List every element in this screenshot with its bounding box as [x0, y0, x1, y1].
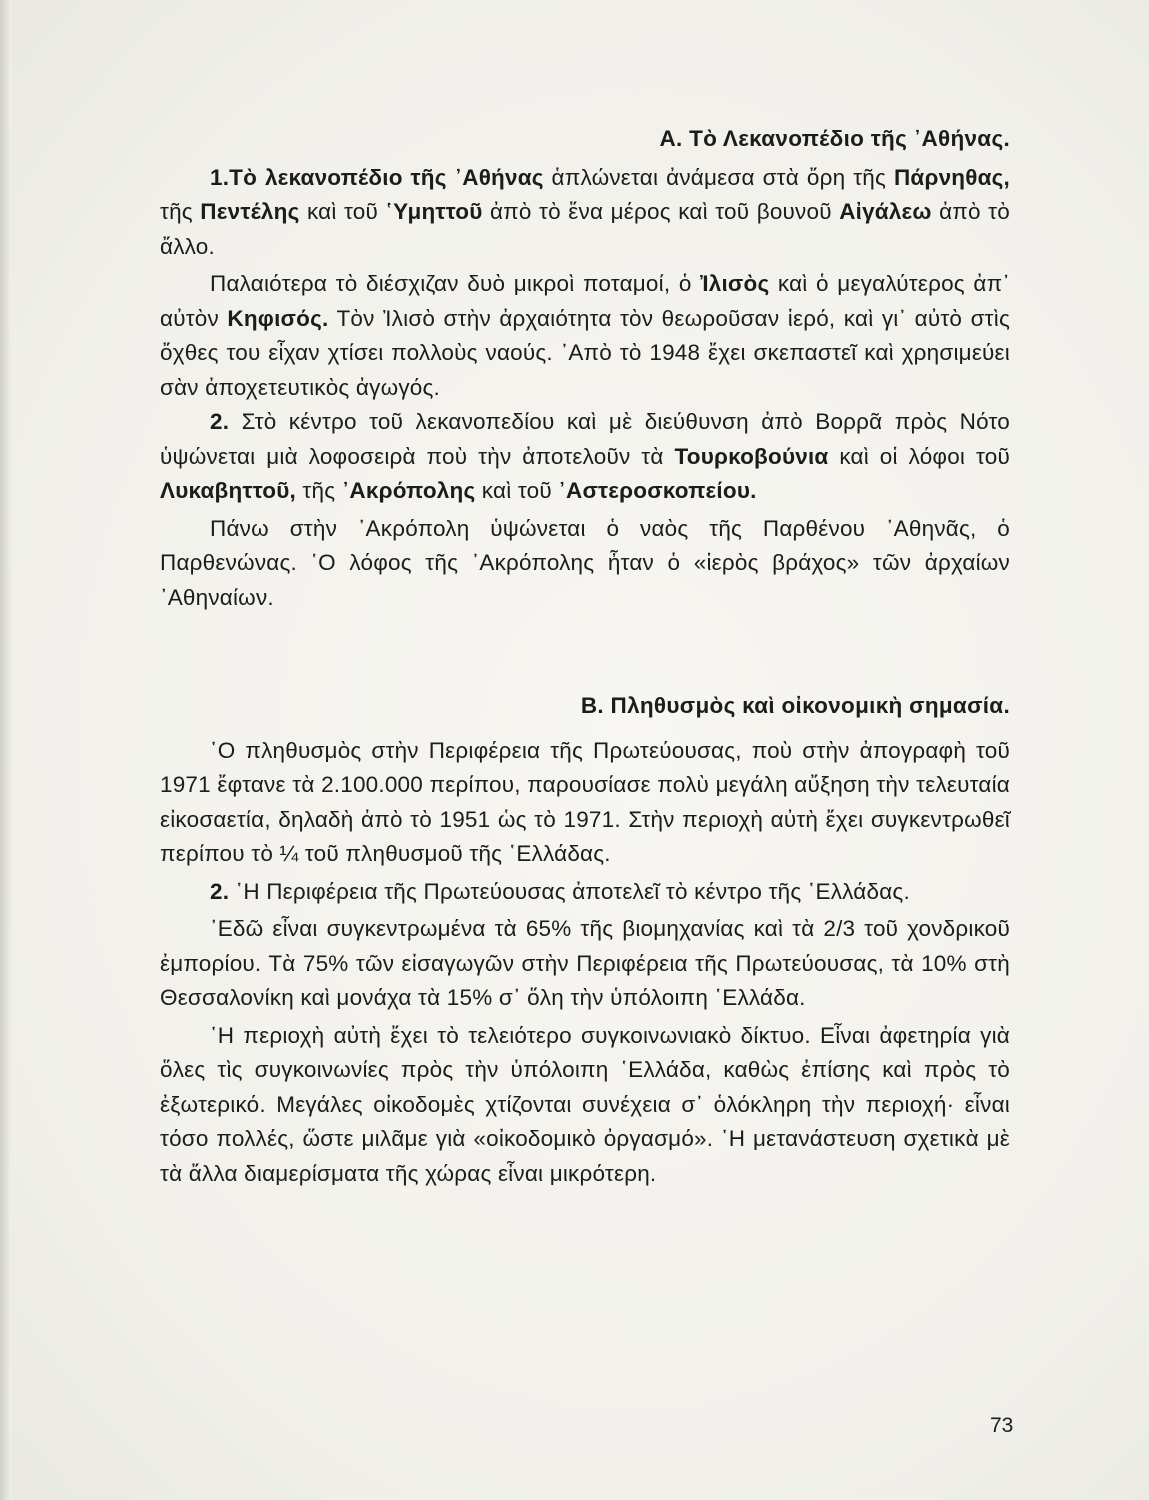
section-a-paragraph-2: [160, 267, 1010, 405]
term-ymittos: ῾Υμηττοῦ: [385, 199, 483, 224]
text: Τὸν Ἰλισὸ στὴν ἀρχαιότητα τὸν θεωροῦσαν ἱερό, καὶ γι᾿ αὐτὸ στὶς ὄχθες του εἶχαν χτίσει πολλοὺς ναούς. ᾿Απὸ τὸ 1948 ἔχει σκεπαστεῖ καὶ χρησιμεύει σὰν ἀποχετευτικὸς ἀγωγός.: [160, 305, 1010, 400]
page-binding-edge: [0, 0, 12, 1500]
section-b-paragraph-3: ᾿Εδῶ εἶναι συγκεντρωμένα τὰ 65% τῆς βιομηχανίας καὶ τὰ 2/3 τοῦ χονδρικοῦ ἐμπορίου. Τὰ 75% τῶν εἰσαγωγῶν στὴν Περιφέρεια τῆς Πρωτεύουσας, τὰ 10% στὴ Θεσσαλονίκη καὶ μονάχα τὰ 15% σ᾿ ὅλη τὴν ὑπόλοιπη ῾Ελλάδα.: [160, 916, 1010, 1010]
term-akropoli: ᾿Ακρόπολης: [341, 478, 476, 503]
page-content: [160, 122, 1010, 1191]
term-penteli: Πεντέλης: [200, 199, 300, 224]
section-b-heading: Β. Πληθυσμὸς καὶ οἰκονομικὴ σημασία.: [580, 693, 1010, 718]
text: ἀπὸ τὸ ἄλλο.: [160, 199, 1010, 259]
text: τῆς: [160, 199, 201, 224]
text: τῆς: [295, 478, 342, 503]
text: καὶ τοῦ: [299, 199, 386, 224]
text: ἀπὸ τὸ ἕνα μέρος καὶ τοῦ βουνοῦ: [482, 199, 840, 224]
text: ῾Η Περιφέρεια τῆς Πρωτεύουσας ἀποτελεῖ τὸ κέντρο τῆς ῾Ελλάδας.: [229, 878, 910, 904]
text: Στὸ κέντρο τοῦ λεκανοπεδίου καὶ μὲ διεύθυνση ἀπὸ Βορρᾶ πρὸς Νότο ὑψώνεται μιὰ λοφοσειρὰ ποὺ τὴν ἀποτελοῦν τὰ: [160, 409, 1010, 469]
section-a-paragraph-1: [160, 161, 1010, 265]
section-b-paragraph-2: [160, 875, 1010, 910]
section-a-paragraph-4: Πάνω στὴν ᾿Ακρόπολη ὑψώνεται ὁ ναὸς τῆς Παρθένου ᾿Αθηνᾶς, ὁ Παρθενώνας. ῾Ο λόφος τῆς ᾿Ακρόπολης ἦταν ὁ «ἱερὸς βράχος» τῶν ἀρχαίων ᾿Αθηναίων.: [160, 515, 1010, 610]
section-a-paragraph-3: [160, 405, 1010, 509]
term-lekanopedio: Τὸ λεκανοπέδιο τῆς ᾿Αθήνας: [229, 164, 544, 190]
section-b-paragraph-1: ῾Ο πληθυσμὸς στὴν Περιφέρεια τῆς Πρωτεύουσας, ποὺ στὴν ἀπογραφὴ τοῦ 1971 ἔφτανε τὰ 2.100.000 περίπου, παρουσίασε πολὺ μεγάλη αὔξηση τὴν τελευταία εἰκοσαετία, δηλαδὴ ἀπὸ τὸ 1951 ὡς τὸ 1971. Στὴν περιοχὴ αὐτὴ ἔχει συγκεντρωθεῖ περίπου τὸ ¼ τοῦ πληθυσμοῦ τῆς ῾Ελλάδας.: [160, 737, 1010, 866]
page-number: 73: [990, 1414, 1014, 1437]
text: καὶ οἱ λόφοι τοῦ: [828, 443, 1010, 469]
text: Παλαιότερα τὸ διέσχιζαν δυὸ μικροὶ ποταμοί, ὁ: [210, 271, 701, 296]
term-parnitha: Πάρνηθας,: [893, 164, 1010, 190]
text: καὶ τοῦ: [475, 478, 559, 503]
section-a-heading: Α. Τὸ Λεκανοπέδιο τῆς ᾿Αθήνας.: [659, 126, 1010, 151]
text: καὶ ὁ μεγαλύτερος ἀπ᾿ αὐτὸν: [160, 271, 1010, 331]
text: ἁπλώνεται ἀνάμεσα στὰ ὄρη τῆς: [543, 164, 894, 190]
term-kifisos: Κηφισός.: [227, 305, 329, 331]
paragraph-number: 1.: [210, 164, 230, 190]
section-b-paragraph-4: ῾Η περιοχὴ αὐτὴ ἔχει τὸ τελειότερο συγκοινωνιακὸ δίκτυο. Εἶναι ἀφετηρία γιὰ ὅλες τὶς συγκοινωνίες πρὸς τὴν ὑπόλοιπη ῾Ελλάδα, καθὼς ἐπίσης καὶ πρὸς τὸ ἐξωτερικό. Μεγάλες οἰκοδομὲς χτίζονται συνέχεια σ᾿ ὁλόκληρη τὴν περιοχή· εἶναι τόσο πολλές, ὥστε μιλᾶμε γιὰ «οἰκοδομικὸ ὀργασμό». ῾Η μετανάστευση σχετικὰ μὲ τὰ ἄλλα διαμερίσματα τῆς χώρας εἶναι μικρότερη.: [160, 1022, 1010, 1186]
paragraph-number: 2.: [210, 409, 230, 434]
term-asteroskopeio: ᾿Αστεροσκοπείου.: [558, 478, 757, 503]
paragraph-number: 2.: [210, 878, 230, 904]
term-lykavittos: Λυκαβηττοῦ,: [160, 478, 296, 503]
term-tourkovounia: Τουρκοβούνια: [674, 443, 829, 469]
term-ilisos: Ἰλισὸς: [700, 271, 770, 296]
term-aigaleo: Αἰγάλεω: [839, 199, 932, 224]
